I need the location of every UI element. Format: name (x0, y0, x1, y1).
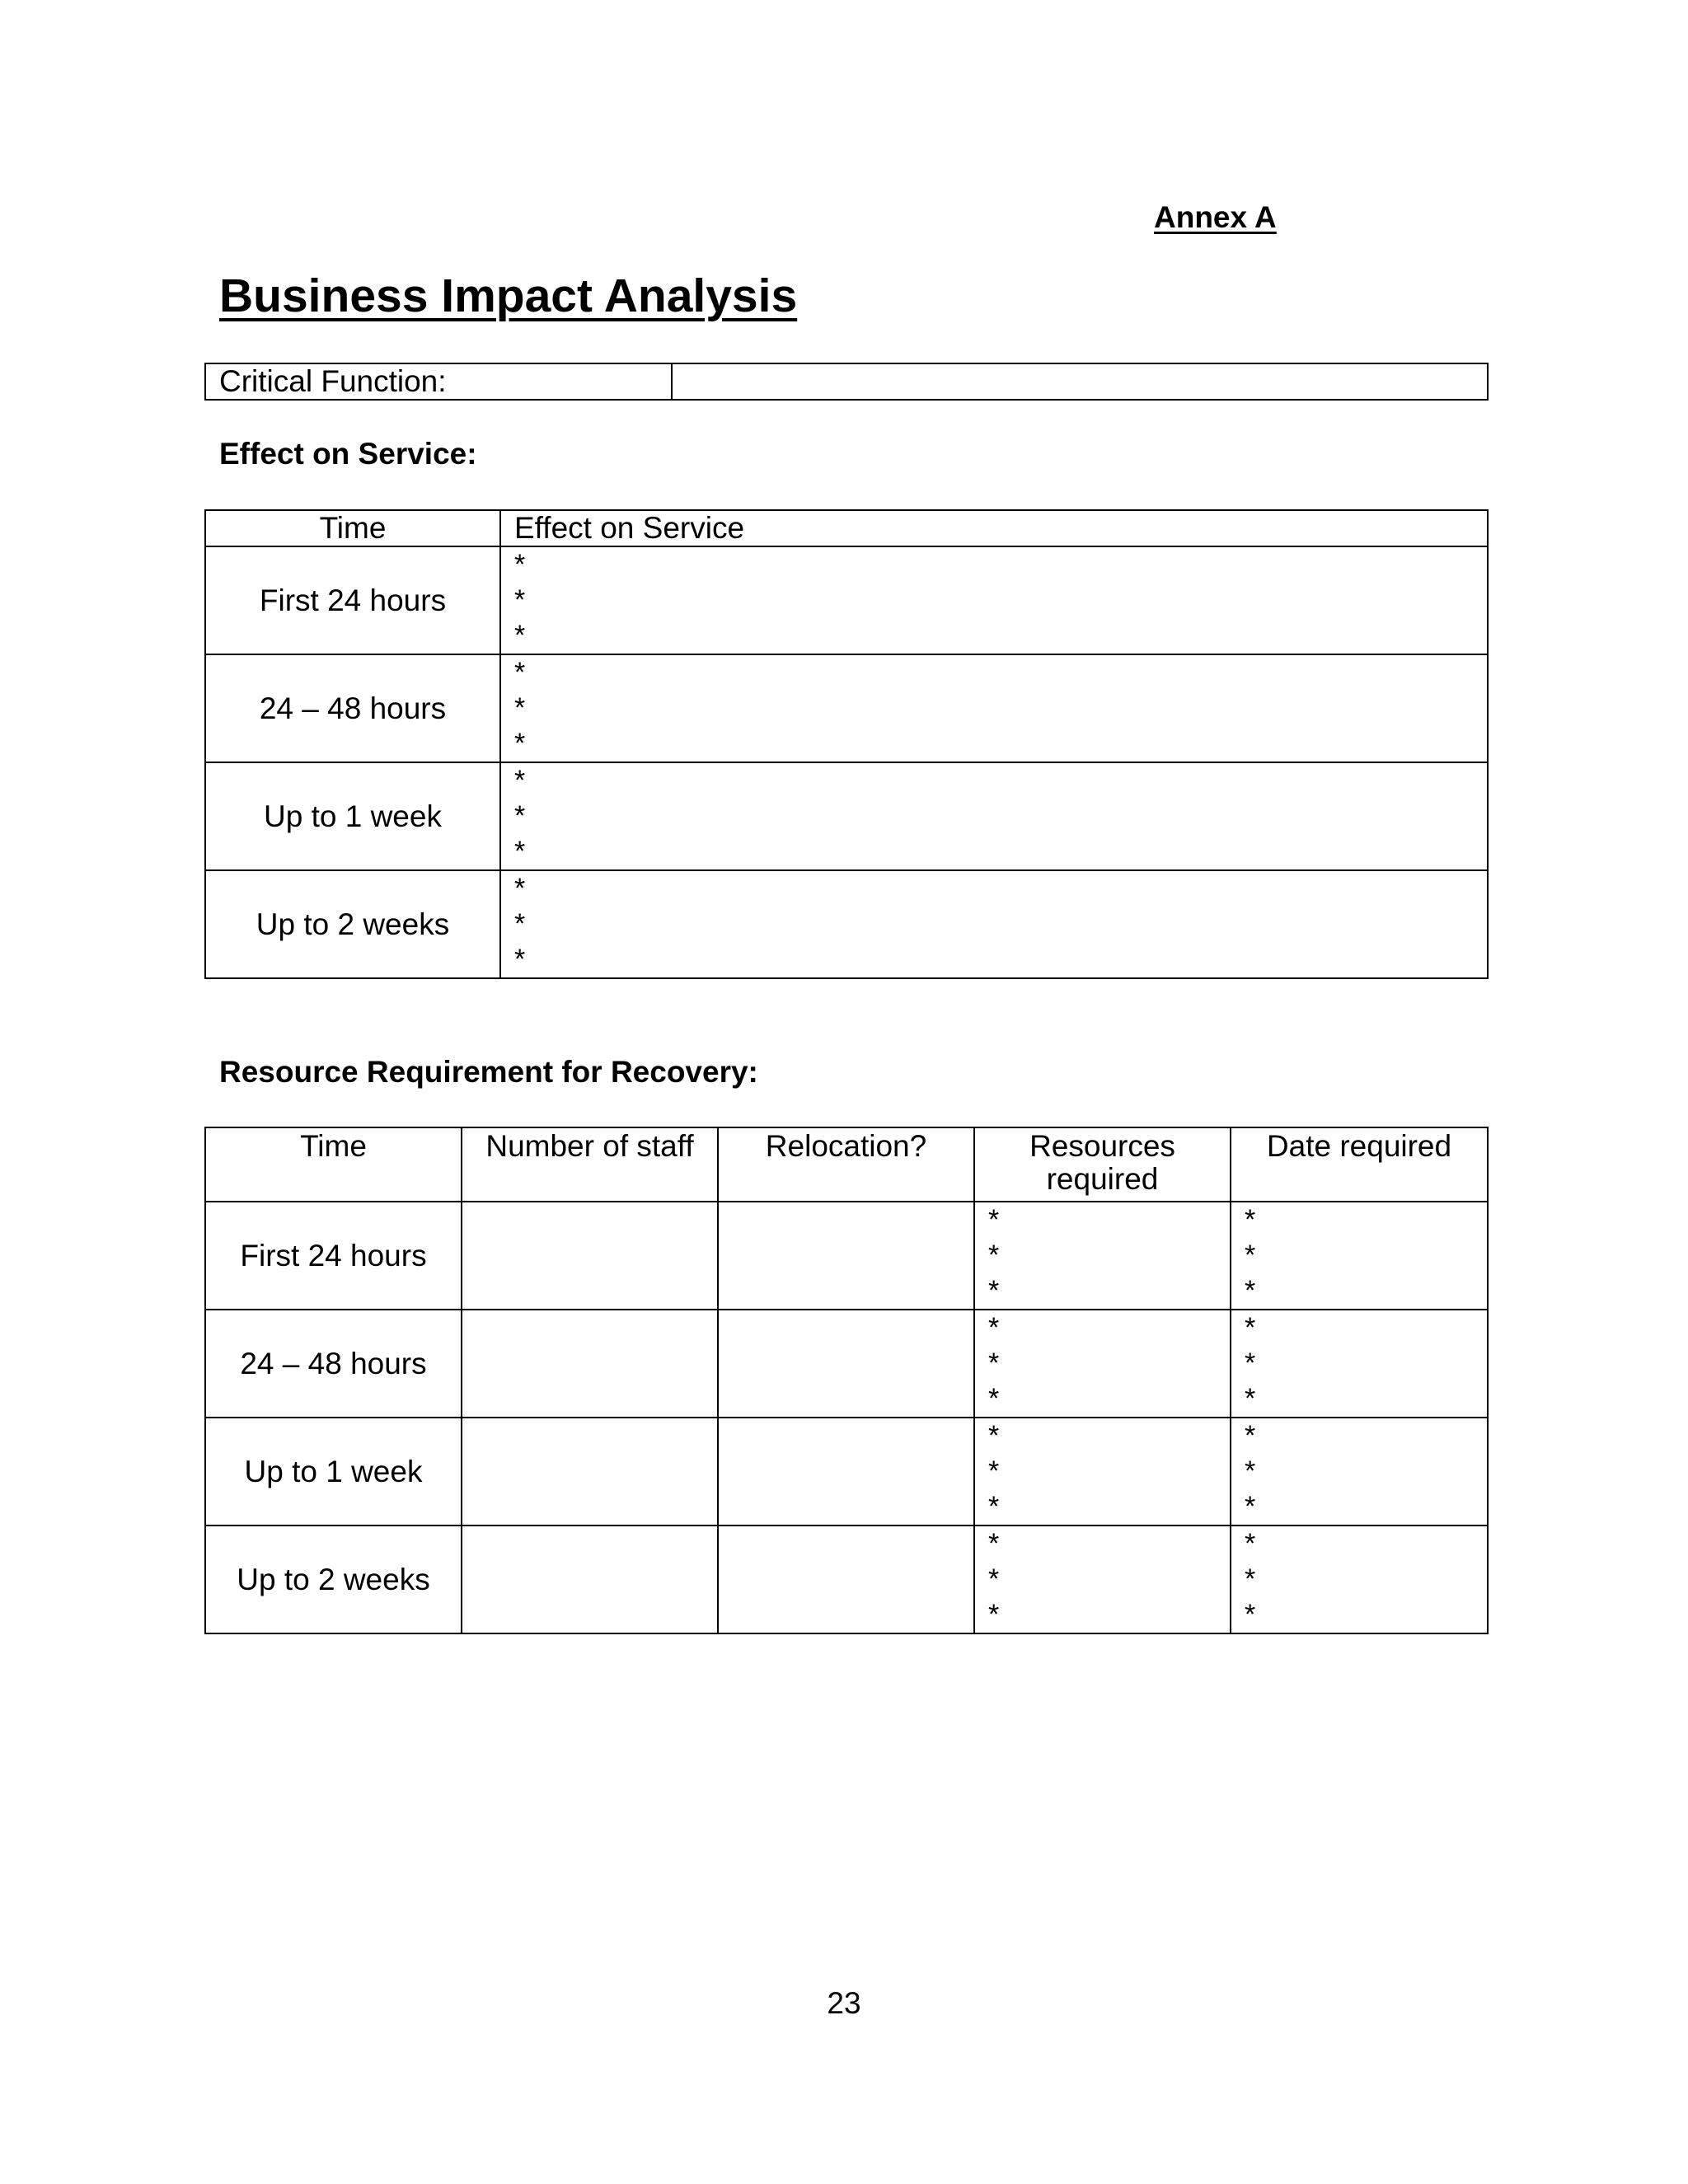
effect-cell[interactable] (500, 762, 1488, 870)
bullet-marker: * (514, 549, 526, 580)
effect-cell[interactable] (500, 870, 1488, 978)
bullet-marker: * (514, 584, 526, 616)
bullet-marker: * (988, 1275, 1000, 1306)
resources-cell[interactable] (974, 1526, 1231, 1633)
bullet-marker: * (1245, 1528, 1256, 1559)
bullet-marker: * (988, 1420, 1000, 1451)
bullet-marker: * (988, 1528, 1000, 1559)
bullet-marker: * (988, 1563, 1000, 1595)
relocation-cell[interactable] (718, 1202, 974, 1310)
staff-cell[interactable] (462, 1526, 718, 1633)
bullet-marker: * (514, 800, 526, 832)
bullet-list (1245, 1310, 1487, 1417)
bullet-list (1245, 1418, 1487, 1525)
column-header-date: Date required (1231, 1127, 1488, 1202)
bullet-list (514, 547, 1487, 654)
staff-cell[interactable] (462, 1310, 718, 1418)
date-required-cell[interactable] (1231, 1418, 1488, 1526)
critical-function-label: Critical Function: (205, 363, 672, 400)
column-header-staff: Number of staff (462, 1127, 718, 1202)
effect-on-service-table (204, 509, 1489, 979)
page-number: 23 (827, 1986, 861, 2020)
bullet-list (514, 763, 1487, 869)
bullet-marker: * (1245, 1240, 1256, 1271)
time-period-cell: Up to 2 weeks (205, 870, 500, 978)
column-header-time: Time (205, 1127, 462, 1202)
critical-function-field[interactable] (672, 363, 1488, 400)
bullet-marker: * (988, 1312, 1000, 1343)
bullet-list (988, 1418, 1230, 1525)
bullet-marker: * (988, 1599, 1000, 1630)
bullet-marker: * (514, 765, 526, 796)
bullet-marker: * (514, 692, 526, 724)
bullet-marker: * (1245, 1275, 1256, 1306)
bullet-marker: * (1245, 1347, 1256, 1379)
bullet-list (988, 1526, 1230, 1633)
bullet-marker: * (514, 620, 526, 651)
critical-function-table (204, 363, 1489, 401)
resources-cell[interactable] (974, 1202, 1231, 1310)
bullet-marker: * (1245, 1420, 1256, 1451)
date-required-cell[interactable] (1231, 1526, 1488, 1633)
bullet-list (514, 871, 1487, 977)
bullet-marker: * (1245, 1599, 1256, 1630)
resource-section-heading: Resource Requirement for Recovery: (219, 1055, 758, 1089)
table-row (205, 1202, 1488, 1310)
column-header-resources (974, 1127, 1231, 1202)
date-required-cell[interactable] (1231, 1202, 1488, 1310)
table-header-row (205, 510, 1488, 546)
bullet-marker: * (988, 1491, 1000, 1522)
resources-header-label: Resources required (1029, 1129, 1175, 1196)
relocation-cell[interactable] (718, 1310, 974, 1418)
table-row (205, 1526, 1488, 1633)
table-row (205, 654, 1488, 762)
bullet-marker: * (514, 944, 526, 975)
table-row (205, 363, 1488, 400)
bullet-list (988, 1202, 1230, 1309)
bullet-marker: * (988, 1347, 1000, 1379)
bullet-marker: * (1245, 1563, 1256, 1595)
column-header-relocation: Relocation? (718, 1127, 974, 1202)
resources-cell[interactable] (974, 1418, 1231, 1526)
resource-requirement-table (204, 1127, 1489, 1634)
effect-cell[interactable] (500, 546, 1488, 654)
effect-cell[interactable] (500, 654, 1488, 762)
bullet-marker: * (988, 1455, 1000, 1487)
column-header-effect: Effect on Service (500, 510, 1488, 546)
bullet-marker: * (988, 1240, 1000, 1271)
bullet-marker: * (988, 1204, 1000, 1235)
bullet-marker: * (1245, 1491, 1256, 1522)
bullet-marker: * (514, 657, 526, 688)
annex-label: Annex A (1154, 200, 1277, 234)
bullet-list (1245, 1526, 1487, 1633)
time-period-cell: 24 – 48 hours (205, 654, 500, 762)
time-period-cell: Up to 1 week (205, 762, 500, 870)
relocation-cell[interactable] (718, 1418, 974, 1526)
bullet-marker: * (988, 1383, 1000, 1414)
bullet-marker: * (1245, 1312, 1256, 1343)
bullet-marker: * (514, 728, 526, 759)
time-period-cell: 24 – 48 hours (205, 1310, 462, 1418)
bullet-marker: * (1245, 1455, 1256, 1487)
bullet-marker: * (1245, 1204, 1256, 1235)
table-row (205, 762, 1488, 870)
staff-cell[interactable] (462, 1202, 718, 1310)
bullet-list (1245, 1202, 1487, 1309)
table-row (205, 1310, 1488, 1418)
bullet-list (514, 655, 1487, 762)
staff-cell[interactable] (462, 1418, 718, 1526)
time-period-cell: First 24 hours (205, 1202, 462, 1310)
bullet-marker: * (1245, 1383, 1256, 1414)
time-period-cell: Up to 2 weeks (205, 1526, 462, 1633)
bullet-marker: * (514, 873, 526, 904)
table-row (205, 870, 1488, 978)
page-title: Business Impact Analysis (219, 269, 798, 322)
effect-section-heading: Effect on Service: (219, 437, 477, 471)
time-period-cell: Up to 1 week (205, 1418, 462, 1526)
table-header-row (205, 1127, 1488, 1202)
bullet-marker: * (514, 908, 526, 940)
date-required-cell[interactable] (1231, 1310, 1488, 1418)
bullet-list (988, 1310, 1230, 1417)
bullet-marker: * (514, 836, 526, 867)
table-row (205, 546, 1488, 654)
column-header-time: Time (205, 510, 500, 546)
relocation-cell[interactable] (718, 1526, 974, 1633)
resources-cell[interactable] (974, 1310, 1231, 1418)
time-period-cell: First 24 hours (205, 546, 500, 654)
table-row (205, 1418, 1488, 1526)
